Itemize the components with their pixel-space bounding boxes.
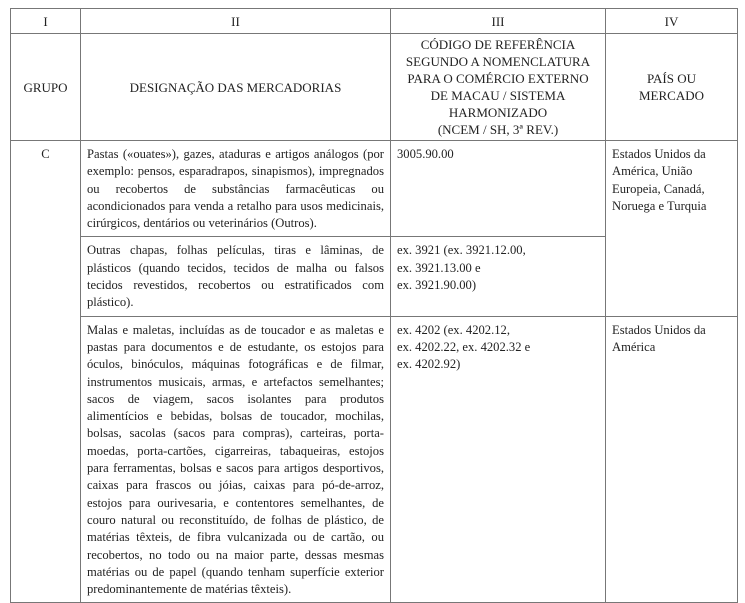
country-line: Noruega e Turquia: [612, 198, 707, 213]
designation-cell: Pastas («ouates»), gazes, ataduras e artigos análogos (por exemplo: pensos, esparadrapos, sinapismos), impregnados ou recobertos de substâncias farmacêuticas ou acondicionados para venda a retalho para usos medicinais, cirúrgicos, dentários ou veterinários (Outros).: [81, 141, 391, 237]
col-number-iv: IV: [606, 9, 738, 34]
table-row: [11, 316, 738, 603]
header-line: MERCADO: [638, 88, 704, 103]
designation-cell: Outras chapas, folhas películas, tiras e lâminas, de plásticos (quando tecidos, tecidos de malha ou falsos tecidos revestidos, recobertos ou estratificados com plástico).: [81, 237, 391, 316]
header-pais: [606, 34, 738, 141]
country-line: Estados Unidos da: [612, 147, 706, 161]
code-line: ex. 3921 (ex. 3921.12.00,: [397, 243, 526, 258]
group-cell: C: [11, 141, 81, 603]
col-number-ii: II: [81, 9, 391, 34]
code-cell: [391, 316, 606, 603]
code-line: 3005.90.00: [397, 147, 454, 161]
header-line: (NCEM / SH, 3ª REV.): [437, 122, 559, 137]
header-grupo: GRUPO: [11, 34, 81, 141]
header-line: CÓDIGO DE REFERÊNCIA: [420, 37, 576, 52]
table-row: [11, 141, 738, 237]
country-line: América, União: [612, 164, 693, 179]
code-line: ex. 4202.92): [397, 357, 461, 372]
col-number-iii: III: [391, 9, 606, 34]
column-header-row: [11, 34, 738, 141]
country-cell: [606, 316, 738, 603]
country-cell: [606, 141, 738, 317]
col-number-i: I: [11, 9, 81, 34]
header-line: SEGUNDO A NOMENCLATURA: [405, 54, 591, 69]
header-line: DE MACAU / SISTEMA: [430, 88, 566, 103]
header-designacao: DESIGNAÇÃO DAS MERCADORIAS: [81, 34, 391, 141]
goods-table: [10, 8, 738, 603]
code-line: ex. 3921.90.00): [397, 278, 477, 293]
code-line: ex. 4202 (ex. 4202.12,: [397, 322, 510, 337]
roman-header-row: [11, 9, 738, 34]
header-line: HARMONIZADO: [448, 105, 548, 120]
country-line: Estados Unidos da: [612, 322, 706, 337]
header-line: PAÍS OU: [646, 71, 696, 86]
code-line: ex. 4202.22, ex. 4202.32 e: [397, 339, 531, 354]
header-line: PARA O COMÉRCIO EXTERNO: [407, 71, 589, 86]
code-cell: [391, 237, 606, 316]
country-line: Europeia, Canadá,: [612, 181, 705, 196]
country-line: América: [612, 339, 656, 354]
designation-cell: Malas e maletas, incluídas as de toucador e as maletas e pastas para documentos e de estudante, os estojos para óculos, binóculos, máquinas fotográficas e de filmar, instrumentos musicais, armas, e artefactos semelhantes; sacos de viagem, sacos isolantes para produtos alimentícios e bebidas, bolsas de toucador, mochilas, bolsas, sacolas (sacos para compras), carteiras, porta-moedas, porta-cartões, cigarreiras, tabaqueiras, estojos para ferramentas, bolsas e sacos para artigos desportivos, caixas para frascos ou jóias, caixas para pó-de-arroz, estojos para ourivesaria, e contentores semelhantes, de couro natural ou reconstituído, de folhas de plástico, de matérias têxteis, de fibra vulcanizada ou de cartão, ou recobertos, no todo ou na maior parte, dessas mesmas matérias ou de papel (quando tenham superfície exterior predominantemente de matérias têxteis).: [81, 316, 391, 603]
header-codigo: [391, 34, 606, 141]
code-cell: [391, 141, 606, 237]
code-line: ex. 3921.13.00 e: [397, 260, 481, 275]
